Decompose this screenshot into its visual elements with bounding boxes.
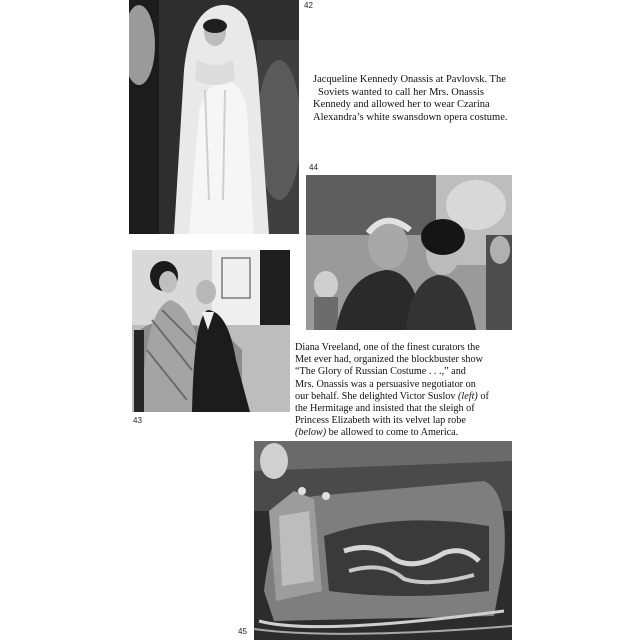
photo-45-sleigh <box>254 441 512 640</box>
caption-43-line: Met ever had, organized the blockbuster show <box>295 354 483 366</box>
figure-number-42: 42 <box>304 1 313 10</box>
photo-45-image <box>254 441 512 640</box>
caption-43-text: be allowed to come to America. <box>326 427 459 439</box>
caption-43-line <box>295 391 515 403</box>
photo-42-image <box>129 0 299 234</box>
caption-43-line: Princess Elizabeth with its velvet lap robe <box>295 415 466 427</box>
caption-42-line: Jacqueline Kennedy Onassis at Pavlovsk. The <box>313 74 506 85</box>
figure-number-45: 45 <box>238 627 247 636</box>
caption-43-line: Mrs. Onassis was a persuasive negotiator on <box>295 378 476 390</box>
figure-number-43: 43 <box>133 416 142 425</box>
caption-43-text: of <box>477 390 489 402</box>
figure-number-44: 44 <box>309 163 318 172</box>
caption-42-line: Soviets wanted to call her Mrs. Onassis <box>318 86 484 98</box>
caption-43-italic-left: (left) <box>458 390 478 402</box>
caption-43-line <box>295 427 515 439</box>
caption-43-line: “The Glory of Russian Costume . . .,” and <box>295 366 466 378</box>
photo-44-suslov-onassis <box>306 175 512 330</box>
caption-42-line: Kennedy and allowed her to wear Czarina <box>313 99 490 111</box>
caption-42 <box>313 74 513 124</box>
caption-43-text: our behalf. She delighted Victor Suslov <box>295 390 459 402</box>
photo-43-image <box>132 250 290 412</box>
caption-43-italic-below: (below) <box>295 427 327 439</box>
caption-43-line: the Hermitage and insisted that the sleigh of <box>295 403 475 415</box>
photo-42-onassis-costume <box>129 0 299 234</box>
photo-43-vreeland <box>132 250 290 412</box>
caption-43-line: Diana Vreeland, one of the finest curators the <box>295 342 480 353</box>
caption-43 <box>295 342 515 440</box>
caption-42-line: Alexandra’s white swansdown opera costume. <box>313 111 508 123</box>
photo-44-image <box>306 175 512 330</box>
